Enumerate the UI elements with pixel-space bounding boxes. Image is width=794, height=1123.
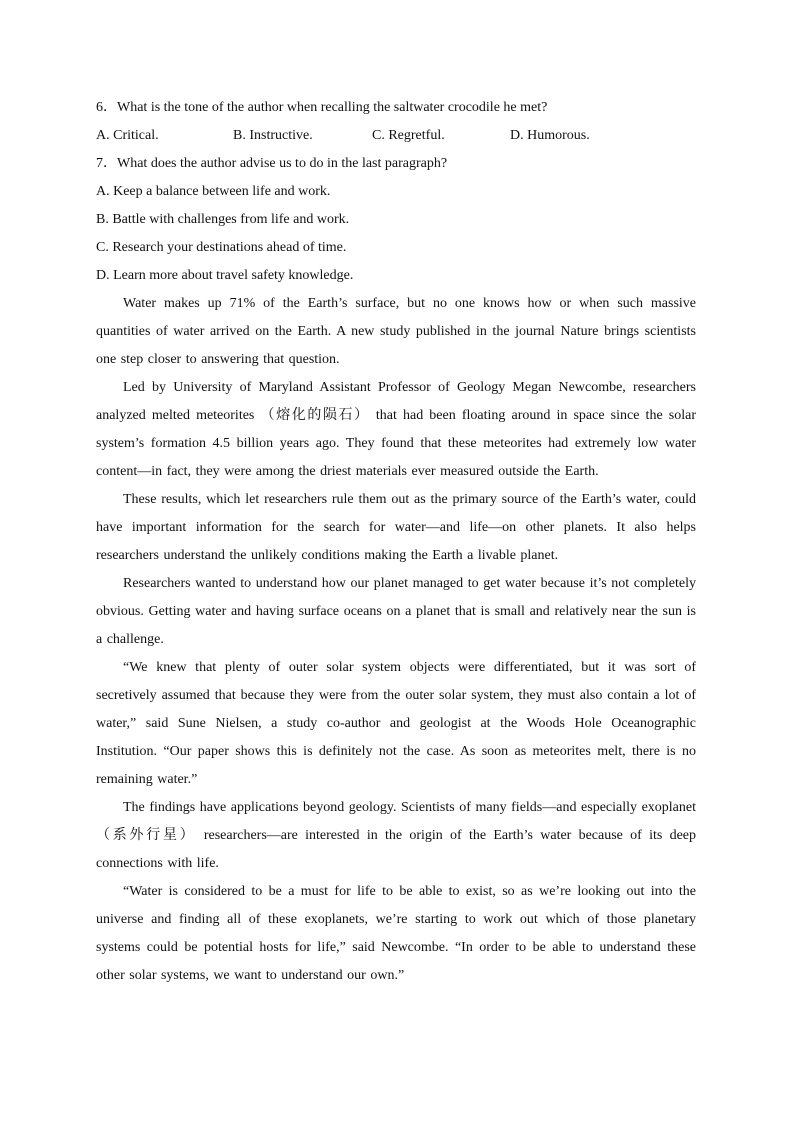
question-6-stem: 6．What is the tone of the author when recalling the saltwater crocodile he met? <box>96 100 548 115</box>
question-6-option-d: D. Humorous. <box>510 128 590 143</box>
question-7 <box>96 150 696 290</box>
passage-paragraph-5: “We knew that plenty of outer solar system objects were differentiated, but it was sort of secretively assumed that because they were from the outer solar system, they must also contain a lot of water,” said Sune Nielsen, a study co-author and geologist at the Woods Hole Oceanographic Institution. “Our paper shows this is definitely not the case. As soon as meteorites melt, there is no remaining water.” <box>96 660 696 787</box>
question-7-option-d: D. Learn more about travel safety knowledge. <box>96 268 354 283</box>
passage-paragraph-1: Water makes up 71% of the Earth’s surface, but no one knows how or when such massive quantities of water arrived on the Earth. A new study published in the journal Nature brings scientists one step closer to answering that question. <box>96 296 696 367</box>
document-page <box>96 94 696 990</box>
passage-paragraph-3: These results, which let researchers rule them out as the primary source of the Earth’s water, could have important information for the search for water—and life—on other planets. It also helps researchers understand the unlikely conditions making the Earth a livable planet. <box>96 492 696 563</box>
question-7-option-a: A. Keep a balance between life and work. <box>96 184 331 199</box>
question-7-option-b: B. Battle with challenges from life and work. <box>96 212 350 227</box>
passage-paragraph-6: The findings have applications beyond geology. Scientists of many fields—and especially exoplanet （系外行星） researchers—are interested in the origin of the Earth’s water because of its deep connections with life. <box>96 800 696 871</box>
passage-paragraph-2: Led by University of Maryland Assistant Professor of Geology Megan Newcombe, researchers analyzed melted meteorites （熔化的陨石） that had been floating around in space since the solar system’s formation 4.5 billion years ago. They found that these meteorites had extremely low water content—in fact, they were among the driest materials ever measured outside the Earth. <box>96 380 696 479</box>
question-6 <box>96 94 696 150</box>
question-6-option-a: A. Critical. <box>96 128 159 143</box>
question-7-option-c: C. Research your destinations ahead of time. <box>96 240 347 255</box>
question-6-option-c: C. Regretful. <box>372 128 445 143</box>
question-7-stem: 7．What does the author advise us to do in the last paragraph? <box>96 156 448 171</box>
reading-passage <box>96 290 696 990</box>
passage-paragraph-7: “Water is considered to be a must for life to be able to exist, so as we’re looking out into the universe and finding all of these exoplanets, we’re starting to work out which of those planetary systems could be potential hosts for life,” said Newcombe. “In order to be able to understand these other solar systems, we want to understand our own.” <box>96 884 696 983</box>
question-6-options <box>96 122 696 150</box>
passage-paragraph-4: Researchers wanted to understand how our planet managed to get water because it’s not completely obvious. Getting water and having surface oceans on a planet that is small and relatively near the sun is a challenge. <box>96 576 696 647</box>
question-6-option-b: B. Instructive. <box>233 128 313 143</box>
